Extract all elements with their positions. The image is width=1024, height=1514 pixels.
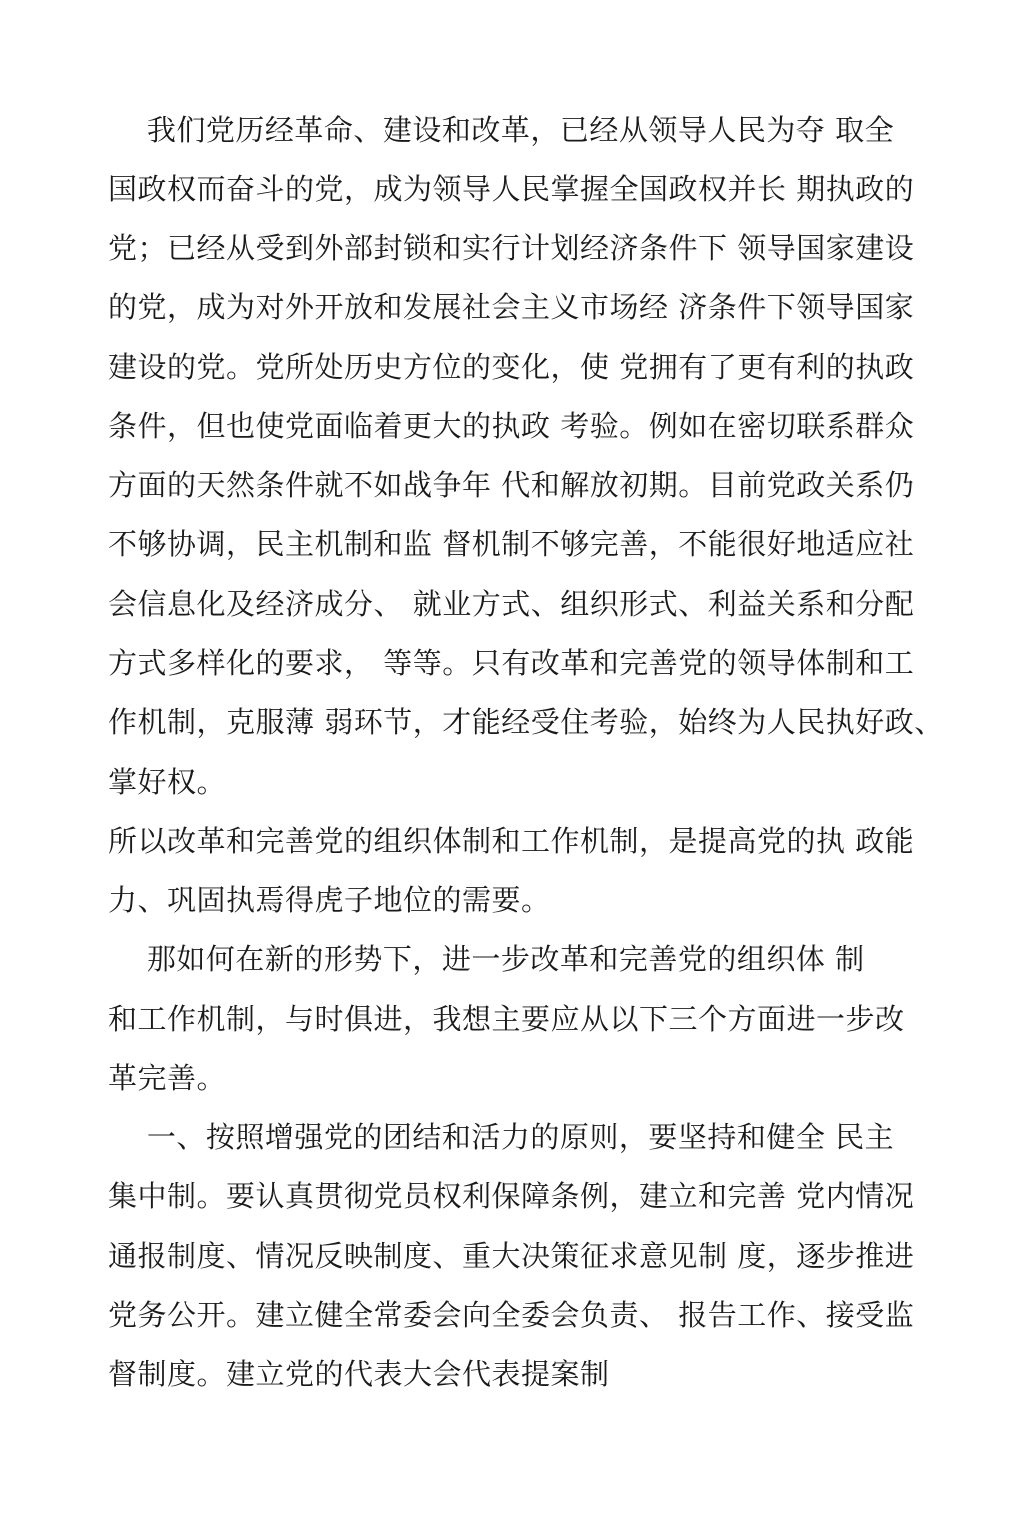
text-line: 方式多样化的要求， 等等。只有改革和完善党的领导体制和工	[108, 646, 915, 680]
text-line: 力、巩固执焉得虎子地位的需要。	[108, 883, 551, 917]
text-line: 建设的党。党所处历史方位的变化，使 党拥有了更有利的执政	[108, 350, 915, 384]
text-line: 一、按照增强党的团结和活力的原则，要坚持和健全 民主	[108, 1120, 895, 1154]
text-line: 党务公开。建立健全常委会向全委会负责、 报告工作、接受监	[108, 1298, 915, 1332]
text-line: 我们党历经革命、建设和改革，已经从领导人民为夺 取全	[108, 113, 895, 147]
text-line: 方面的天然条件就不如战争年 代和解放初期。目前党政关系仍	[108, 468, 915, 502]
text-line: 条件，但也使党面临着更大的执政 考验。例如在密切联系群众	[108, 409, 915, 443]
text-line: 国政权而奋斗的党，成为领导人民掌握全国政权并长 期执政的	[108, 172, 915, 206]
text-line: 革完善。	[108, 1061, 227, 1095]
text-line: 和工作机制，与时俱进，我想主要应从以下三个方面进一步改	[108, 1002, 905, 1036]
text-line: 集中制。要认真贯彻党员权利保障条例，建立和完善 党内情况	[108, 1179, 915, 1213]
text-line: 的党，成为对外开放和发展社会主义市场经 济条件下领导国家	[108, 290, 915, 324]
text-line: 不够协调，民主机制和监 督机制不够完善，不能很好地适应社	[108, 527, 915, 561]
text-line: 党；已经从受到外部封锁和实行计划经济条件下 领导国家建设	[108, 231, 915, 265]
text-line: 作机制，克服薄 弱环节，才能经受住考验，始终为人民执好政、	[108, 705, 944, 739]
text-line: 掌好权。	[108, 765, 227, 799]
text-line: 所以改革和完善党的组织体制和工作机制，是提高党的执 政能	[108, 824, 915, 858]
text-line: 会信息化及经济成分、 就业方式、组织形式、利益关系和分配	[108, 587, 915, 621]
text-line: 通报制度、情况反映制度、重大决策征求意见制 度，逐步推进	[108, 1239, 915, 1273]
text-line: 督制度。建立党的代表大会代表提案制	[108, 1357, 610, 1391]
text-line: 那如何在新的形势下，进一步改革和完善党的组织体 制	[108, 942, 865, 976]
